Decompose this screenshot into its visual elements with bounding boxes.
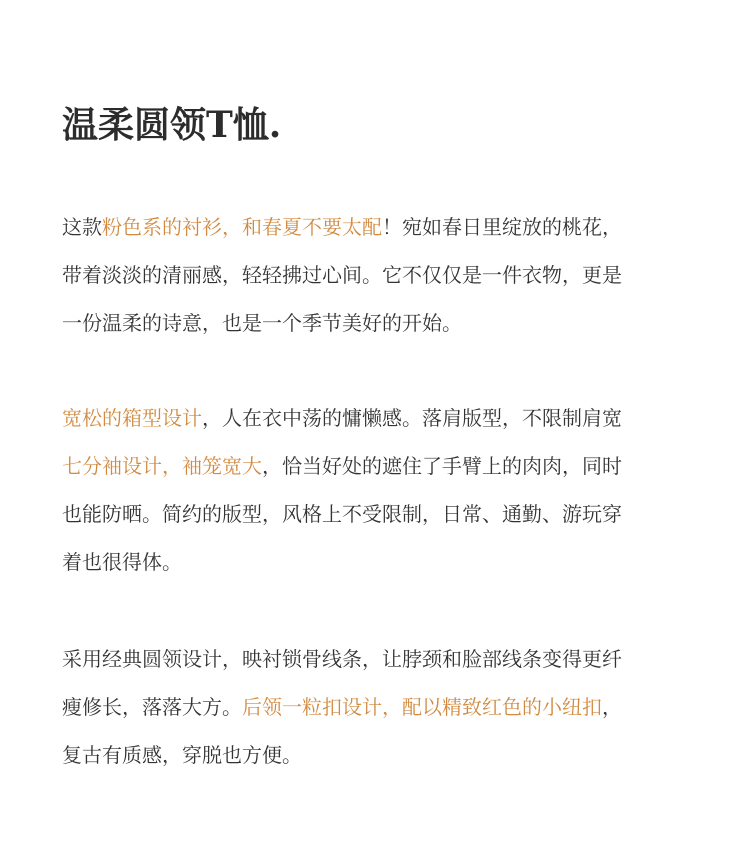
highlight-text: 粉色系的衬衫，和春夏不要太配 xyxy=(102,215,382,239)
paragraph-line xyxy=(62,538,702,586)
text-segment: 着也很得体。 xyxy=(62,550,182,574)
text-segment: 也能防晒。简约的版型，风格上不受限制，日常、通勤、游玩穿 xyxy=(62,502,622,526)
paragraph-line xyxy=(62,635,702,683)
highlight-text: 宽松的箱型设计 xyxy=(62,406,202,430)
text-segment: 这款 xyxy=(62,215,102,239)
description-paragraph-3 xyxy=(62,635,702,779)
paragraph-line xyxy=(62,442,702,490)
text-segment: ！宛如春日里绽放的桃花， xyxy=(382,215,622,239)
text-segment: 复古有质感，穿脱也方便。 xyxy=(62,743,302,767)
paragraph-line xyxy=(62,299,702,347)
paragraph-line xyxy=(62,683,702,731)
page-title: 温柔圆领T恤. xyxy=(62,104,282,146)
paragraph-line xyxy=(62,731,702,779)
text-segment: 采用经典圆领设计，映衬锁骨线条，让脖颈和脸部线条变得更纤 xyxy=(62,647,622,671)
text-segment: ，恰当好处的遮住了手臂上的肉肉，同时 xyxy=(262,454,622,478)
highlight-text: 后领一粒扣设计，配以精致红色的小纽扣 xyxy=(242,695,602,719)
text-segment: ， xyxy=(602,695,622,719)
text-segment: ，人在衣中荡的慵懒感。落肩版型，不限制肩宽 xyxy=(202,406,622,430)
text-segment: 瘦修长，落落大方。 xyxy=(62,695,242,719)
paragraph-line xyxy=(62,394,702,442)
text-segment: 带着淡淡的清丽感，轻轻拂过心间。它不仅仅是一件衣物，更是 xyxy=(62,263,622,287)
text-segment: 一份温柔的诗意，也是一个季节美好的开始。 xyxy=(62,311,462,335)
description-paragraph-1 xyxy=(62,203,702,347)
paragraph-line xyxy=(62,203,702,251)
paragraph-line xyxy=(62,251,702,299)
description-paragraph-2 xyxy=(62,394,702,586)
highlight-text: 七分袖设计，袖笼宽大 xyxy=(62,454,262,478)
paragraph-line xyxy=(62,490,702,538)
